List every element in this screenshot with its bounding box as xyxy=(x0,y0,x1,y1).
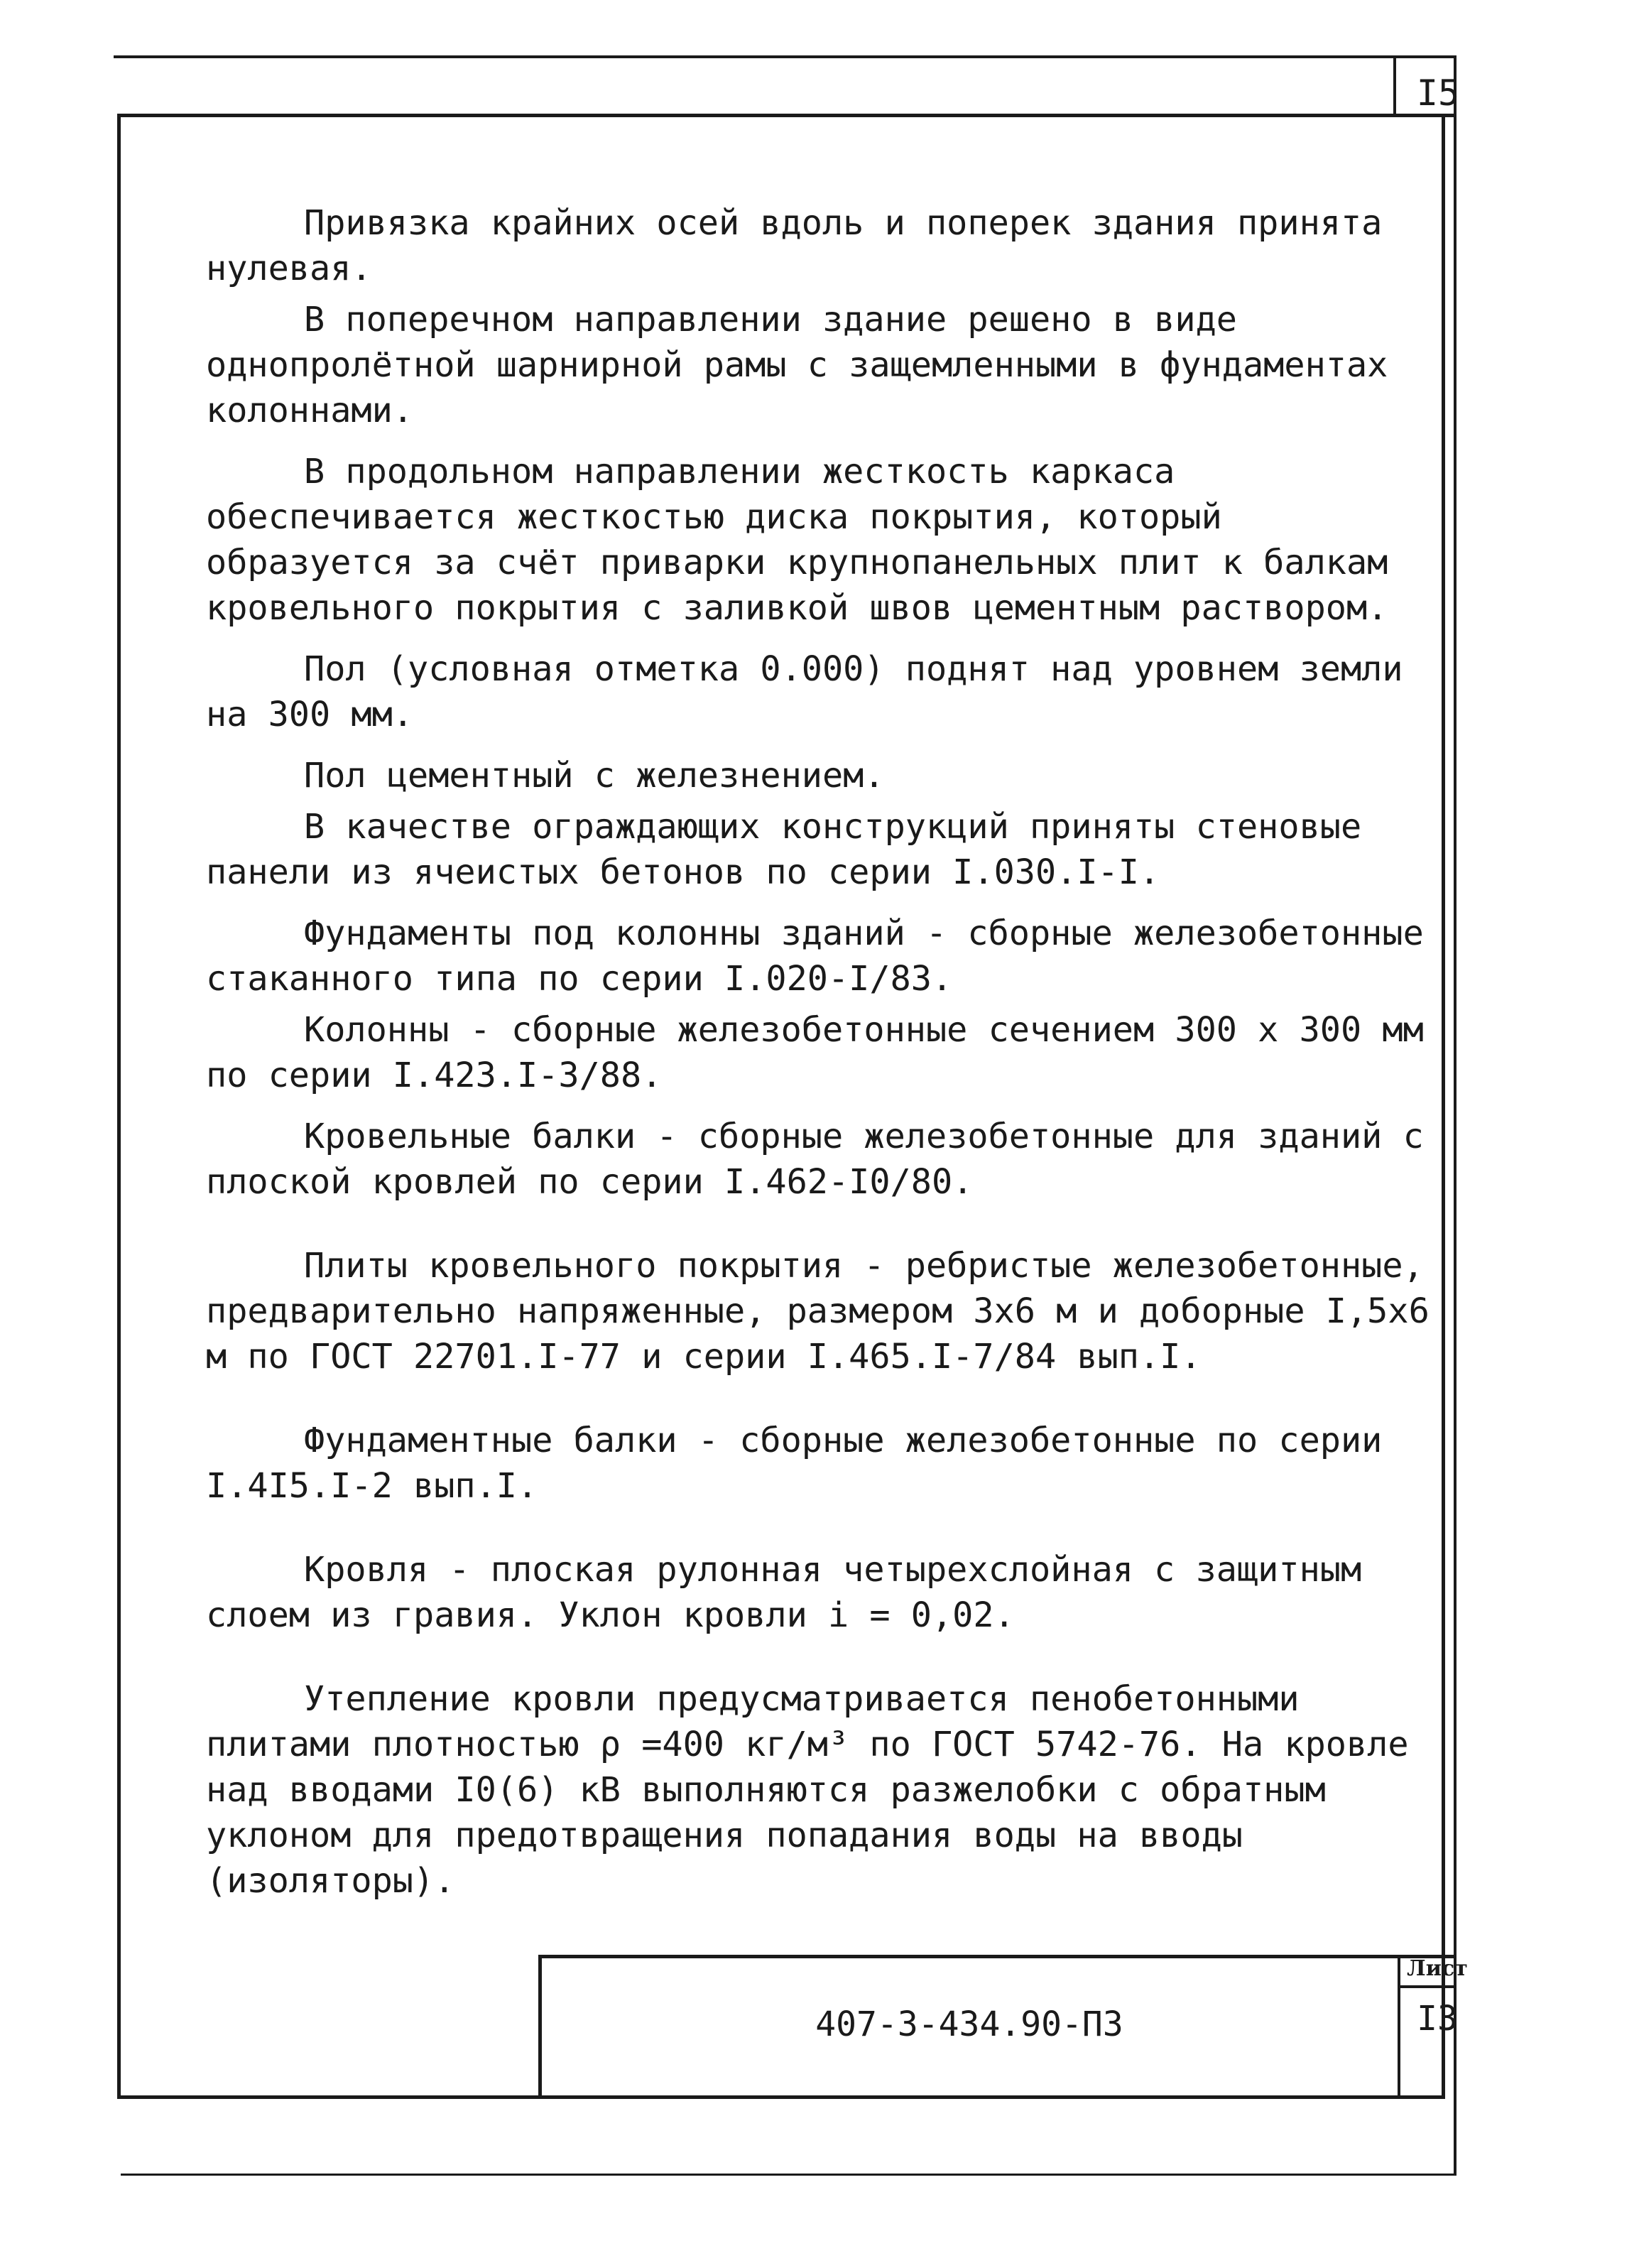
paragraph-axes-binding: Привязка крайних осей вдоль и поперек здания принята нулевая. xyxy=(206,203,1403,288)
bottom-border-line xyxy=(117,2095,1445,2099)
paragraph-transverse-frame: В поперечном направлении здание решено в виде однопролётной шарнирной рамы с защемленными в фундаментах колоннами. xyxy=(206,300,1409,430)
paragraph-foundations: Фундаменты под колонны зданий - сборные железобетонные стаканного типа по серии I.020-I/83. xyxy=(206,913,1444,999)
outer-right-border-line xyxy=(1454,55,1456,2176)
top-border-line xyxy=(114,55,1456,58)
paragraph-foundation-beams: Фундаментные балки - сборные железобетонные по серии I.4I5.I-2 вып.I. xyxy=(206,1421,1403,1506)
paragraph-floor-level: Пол (условная отметка 0.000) поднят над уровнем земли на 300 мм. xyxy=(206,649,1424,734)
paragraph-roof-slabs: Плиты кровельного покрытия - ребристые железобетонные, предварительно напряженные, размером 3х6 м и доборные I,5х6 м по ГОСТ 22701.I-77 и серии I.465.I-7/84 вып.I. xyxy=(206,1246,1450,1377)
outer-bottom-border-line xyxy=(121,2174,1456,2176)
paragraph-wall-panels: В качестве ограждающих конструкций приняты стеновые панели из ячеистых бетонов по серии I.030.I-I. xyxy=(206,807,1383,892)
paragraph-floor-type: Пол цементный с железнением. xyxy=(304,756,885,796)
paragraph-columns: Колонны - сборные железобетонные сечением 300 х 300 мм по серии I.423.I-3/88. xyxy=(206,1010,1444,1095)
document-code: 407-3-434.90-ПЗ xyxy=(815,2004,1123,2044)
sheet-box-divider-line xyxy=(1398,1985,1454,1988)
sheet-label: Лист xyxy=(1407,1956,1468,1981)
left-border-line xyxy=(117,114,121,2099)
document-body xyxy=(206,200,1449,1919)
sheet-number: I3 xyxy=(1417,1999,1458,2039)
paragraph-roofing: Кровля - плоская рулонная четырехслойная с защитным слоем из гравия. Уклон кровли i = 0,02. xyxy=(206,1550,1383,1635)
page-number-box-left-line xyxy=(1393,55,1396,116)
paragraph-longitudinal-rigidity: В продольном направлении жесткость каркаса обеспечивается жесткостью диска покрытия, который образуется за счёт приварки крупнопанельных плит к балкам кровельного покрытия с заливкой швов цементным раствором. xyxy=(206,452,1409,628)
paragraph-roof-beams: Кровельные балки - сборные железобетонные для зданий с плоской кровлей по серии I.462-I0/80. xyxy=(206,1117,1444,1202)
title-block-top-line xyxy=(540,1955,1456,1958)
inner-top-border-line xyxy=(121,114,1456,117)
paragraph-roof-insulation: Утепление кровли предусматривается пенобетонными плитами плотностью ρ =400 кг/м³ по ГОСТ 5742-76. На кровле над вводами I0(6) кВ выполняются разжелобки с обратным уклоном для предотвращения попадания воды на вводы (изоляторы). xyxy=(206,1679,1430,1901)
top-page-number: I5 xyxy=(1416,72,1460,114)
